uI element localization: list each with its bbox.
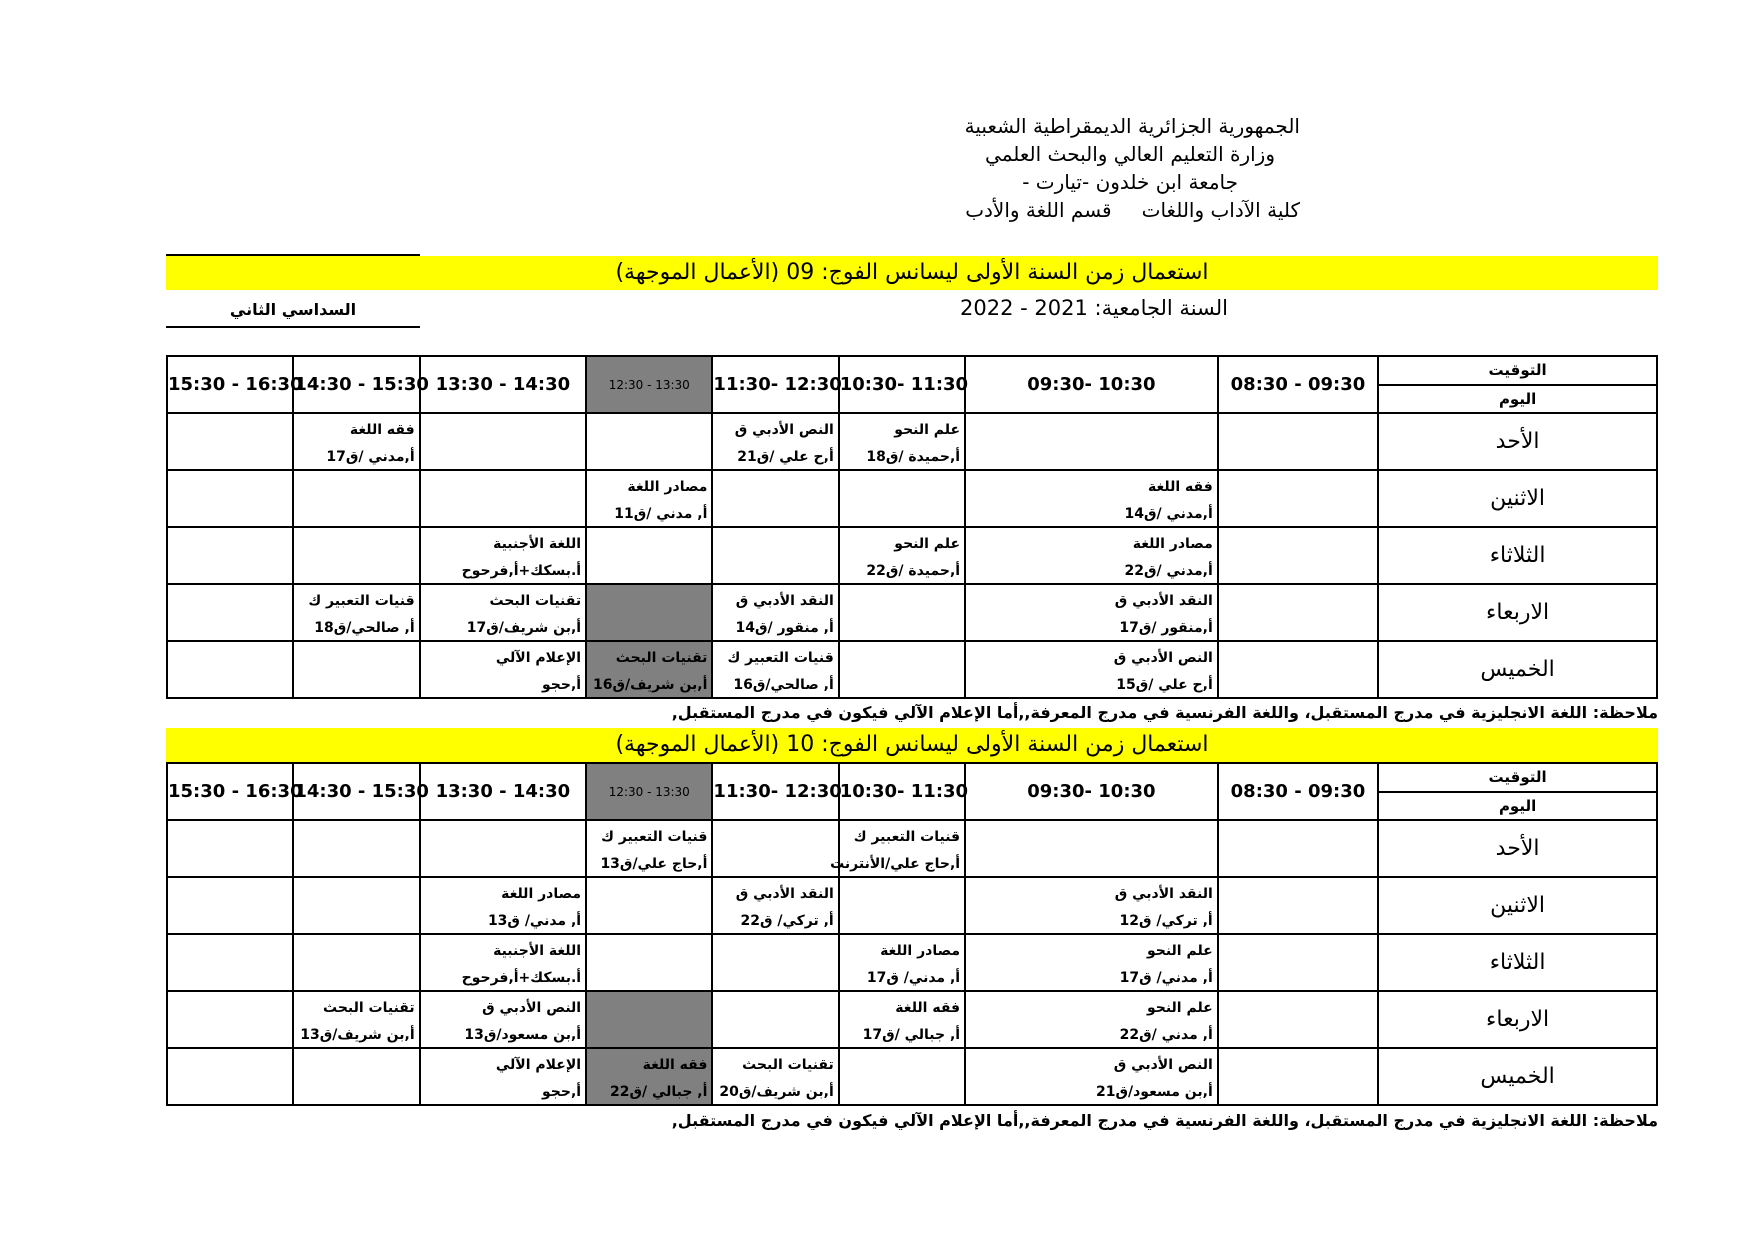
header-row xyxy=(167,356,1657,413)
schedule-cell xyxy=(420,877,586,934)
table-row xyxy=(167,527,1657,584)
official-header xyxy=(860,112,1300,224)
session-subject: علم النحو xyxy=(894,422,961,438)
session-teacher-room: أ,ح علي /ق21 xyxy=(737,449,834,465)
schedule-cell xyxy=(420,934,586,991)
schedule-cell xyxy=(965,1048,1218,1105)
session-entry xyxy=(740,417,960,471)
semester-label: السداسي الثاني xyxy=(229,300,357,319)
schedule-cell xyxy=(965,820,1218,877)
session-teacher-room: أ,مدني /ق17 xyxy=(326,449,415,465)
schedule-cell xyxy=(420,527,586,584)
schedule-cell xyxy=(293,820,419,877)
session-teacher-room: أ, تركي/ ق22 xyxy=(740,913,834,929)
time-label: التوقيت xyxy=(1379,357,1656,386)
session-teacher-room: أ,حاج علي/الأنترنت xyxy=(830,856,961,872)
schedule-note: ملاحظة: اللغة الانجليزية في مدرج المستقبل، واللغة الفرنسية في مدرج المعرفة,,أما الإعلام الآلي فيكون في مدرج المستقبل, xyxy=(671,703,1658,722)
session-entry xyxy=(740,995,960,1049)
schedule-cell xyxy=(167,934,293,991)
time-slot-header: 09:30- 10:30 xyxy=(965,356,1218,413)
time-slot-header: 15:30 - 16:30 xyxy=(167,356,293,413)
schedule-cell xyxy=(712,641,838,698)
time-slot-header: 14:30 - 15:30 xyxy=(293,763,419,820)
session-subject: قنيات التعبير ك xyxy=(308,593,415,609)
day-name: الأحد xyxy=(1378,413,1657,470)
time-slot-header: 10:30- 11:30 xyxy=(839,356,965,413)
session-entry xyxy=(993,1052,1213,1106)
session-teacher-room: أ,حميدة /ق22 xyxy=(866,563,961,579)
session-entry xyxy=(614,645,834,699)
schedule-cell xyxy=(167,877,293,934)
session-subject: علم النحو xyxy=(1146,1000,1213,1016)
table-row xyxy=(167,584,1657,641)
day-name: الاربعاء xyxy=(1378,584,1657,641)
session-subject: الإعلام الآلي xyxy=(495,1057,582,1073)
session-teacher-room: أ, مدني /ق11 xyxy=(614,506,708,522)
time-slot-header: 15:30 - 16:30 xyxy=(167,763,293,820)
time-day-corner xyxy=(1378,763,1657,820)
session-subject: مصادر اللغة xyxy=(1132,536,1213,552)
day-label: اليوم xyxy=(1498,390,1537,408)
session-entry xyxy=(993,531,1213,585)
session-subject: الإعلام الآلي xyxy=(495,650,582,666)
schedule-cell xyxy=(1218,584,1378,641)
session-teacher-room: أ,بن مسعود/ق21 xyxy=(1096,1084,1213,1100)
schedule-cell xyxy=(839,527,965,584)
session-entry xyxy=(614,881,834,935)
day-name: الاربعاء xyxy=(1378,991,1657,1048)
session-subject: النقد الأدبي ق xyxy=(735,593,834,609)
session-subject: قنيات التعبير ك xyxy=(601,829,708,845)
session-entry xyxy=(740,531,960,585)
day-name: الاثنين xyxy=(1378,470,1657,527)
session-entry xyxy=(361,881,581,935)
schedule-cell xyxy=(167,527,293,584)
table-row xyxy=(167,641,1657,698)
session-subject: قنيات التعبير ك xyxy=(853,829,961,845)
session-teacher-room: أ, تركي/ ق12 xyxy=(1119,913,1213,929)
session-subject: قنيات التعبير ك xyxy=(727,650,834,666)
table-row xyxy=(167,991,1657,1048)
session-subject: اللغة الأجنبية xyxy=(493,943,582,959)
time-slot-header: 11:30- 12:30 xyxy=(712,763,838,820)
schedule-cell xyxy=(712,877,838,934)
schedule-cell xyxy=(965,877,1218,934)
session-teacher-room: أ,حميدة /ق18 xyxy=(866,449,961,465)
header-row xyxy=(167,763,1657,820)
header-republic: الجمهورية الجزائرية الديمقراطية الشعبية xyxy=(964,114,1300,138)
session-subject: النقد الأدبي ق xyxy=(1114,593,1213,609)
schedule-cell xyxy=(1218,934,1378,991)
session-subject: تقنيات البحث xyxy=(615,650,708,666)
session-teacher-room: أ,بن شريف/ق20 xyxy=(719,1084,834,1100)
time-slot-header: 08:30 - 09:30 xyxy=(1218,763,1378,820)
day-name: الثلاثاء xyxy=(1378,527,1657,584)
time-slot-header: 09:30- 10:30 xyxy=(965,763,1218,820)
session-entry xyxy=(361,938,581,992)
session-subject: تقنيات البحث xyxy=(323,1000,415,1016)
session-subject: مصادر اللغة xyxy=(880,943,961,959)
schedule-cell xyxy=(167,820,293,877)
schedule-cell xyxy=(1218,1048,1378,1105)
session-subject: النص الأدبي ق xyxy=(1113,650,1213,666)
session-teacher-room: أ,منقور /ق17 xyxy=(1119,620,1213,636)
session-subject: مصادر اللغة xyxy=(627,479,708,495)
session-teacher-room: أ,مدني /ق22 xyxy=(1124,563,1213,579)
session-entry xyxy=(993,645,1213,699)
schedule-cell xyxy=(839,1048,965,1105)
session-teacher-room: أ,حجو xyxy=(542,1084,582,1100)
table-row xyxy=(167,470,1657,527)
session-entry xyxy=(195,417,415,471)
schedule-cell xyxy=(586,991,712,1048)
schedule-cell xyxy=(712,470,838,527)
table-row xyxy=(167,820,1657,877)
table-row xyxy=(167,1048,1657,1105)
session-entry xyxy=(993,588,1213,642)
session-teacher-room: أ.بسكك+أ,فرحوح xyxy=(461,563,582,579)
session-teacher-room: أ, جبالي /ق22 xyxy=(609,1084,708,1100)
schedule-cell xyxy=(420,584,586,641)
session-subject: النص الأدبي ق xyxy=(1113,1057,1213,1073)
time-day-corner xyxy=(1378,356,1657,413)
schedule-cell xyxy=(293,413,419,470)
session-teacher-room: أ, منقور /ق14 xyxy=(735,620,834,636)
session-entry xyxy=(993,474,1213,528)
schedule-cell xyxy=(839,584,965,641)
semester-underline xyxy=(166,326,420,328)
header-ministry: وزارة التعليم العالي والبحث العلمي xyxy=(985,142,1275,166)
session-subject: تقنيات البحث xyxy=(489,593,582,609)
session-subject: النص الأدبي ق xyxy=(482,1000,582,1016)
session-entry xyxy=(993,938,1213,992)
session-teacher-room: أ,بن مسعود/ق13 xyxy=(464,1027,582,1043)
schedule-cell xyxy=(712,584,838,641)
time-slot-header: 12:30 - 13:30 xyxy=(586,763,712,820)
table-row xyxy=(167,934,1657,991)
schedule-cell xyxy=(965,470,1218,527)
day-name: الاثنين xyxy=(1378,877,1657,934)
schedule-cell xyxy=(965,641,1218,698)
schedule-cell xyxy=(167,470,293,527)
schedule-cell xyxy=(965,527,1218,584)
session-entry xyxy=(993,881,1213,935)
table-row xyxy=(167,877,1657,934)
schedule-cell xyxy=(965,584,1218,641)
schedule-cell xyxy=(1218,991,1378,1048)
session-entry xyxy=(361,588,581,642)
schedule-cell xyxy=(420,991,586,1048)
session-teacher-room: أ, جبالي /ق17 xyxy=(862,1027,961,1043)
session-entry xyxy=(487,824,707,878)
schedule-table xyxy=(166,762,1658,1106)
session-subject: علم النحو xyxy=(1146,943,1213,959)
schedule-cell xyxy=(1218,641,1378,698)
schedule-cell xyxy=(1218,877,1378,934)
time-slot-header: 11:30- 12:30 xyxy=(712,356,838,413)
session-subject: فقه اللغة xyxy=(349,422,415,438)
schedule-cell xyxy=(965,413,1218,470)
session-teacher-room: أ, مدني/ ق13 xyxy=(487,913,582,929)
session-subject: فقه اللغة xyxy=(895,1000,961,1016)
session-teacher-room: أ,ح علي /ق15 xyxy=(1116,677,1213,693)
schedule-cell xyxy=(830,820,965,877)
session-subject: فقه اللغة xyxy=(642,1057,708,1073)
schedule-cell xyxy=(1218,527,1378,584)
schedule-cell xyxy=(839,877,965,934)
day-name: الثلاثاء xyxy=(1378,934,1657,991)
schedule-cell xyxy=(420,413,586,470)
academic-year: السنة الجامعية: 2021 - 2022 xyxy=(960,296,1228,320)
session-teacher-room: أ,بن شريف/ق13 xyxy=(300,1027,415,1043)
session-subject: تقنيات البحث xyxy=(742,1057,834,1073)
schedule-cell xyxy=(293,470,419,527)
schedule-title-banner: استعمال زمن السنة الأولى ليسانس الفوج: 10 (الأعمال الموجهة) xyxy=(166,728,1658,762)
schedule-cell xyxy=(167,1048,293,1105)
session-teacher-room: أ.بسكك+أ,فرحوح xyxy=(461,970,582,986)
session-teacher-room: أ, مدني/ ق17 xyxy=(1119,970,1213,986)
schedule-cell xyxy=(839,470,965,527)
schedule-cell xyxy=(1218,470,1378,527)
schedule-cell xyxy=(839,641,965,698)
session-teacher-room: أ,مدني /ق14 xyxy=(1124,506,1213,522)
schedule-cell xyxy=(586,470,712,527)
session-entry xyxy=(361,995,581,1049)
schedule-note: ملاحظة: اللغة الانجليزية في مدرج المستقبل، واللغة الفرنسية في مدرج المعرفة,,أما الإعلام الآلي فيكون في مدرج المستقبل, xyxy=(671,1111,1658,1130)
session-subject: فقه اللغة xyxy=(1147,479,1213,495)
session-entry xyxy=(487,474,707,528)
session-teacher-room: أ, صالحي/ق16 xyxy=(733,677,834,693)
schedule-title-banner: استعمال زمن السنة الأولى ليسانس الفوج: 09 (الأعمال الموجهة) xyxy=(166,256,1658,290)
session-teacher-room: أ, مدني/ ق17 xyxy=(866,970,961,986)
schedule-cell xyxy=(712,1048,838,1105)
schedule-cell xyxy=(586,527,712,584)
session-teacher-room: أ,بن شريف/ق17 xyxy=(466,620,582,636)
table-row xyxy=(167,413,1657,470)
schedule-cell xyxy=(839,934,965,991)
header-faculty: كلية الآداب واللغات xyxy=(1141,198,1300,222)
schedule-cell xyxy=(586,820,712,877)
session-subject: النقد الأدبي ق xyxy=(1114,886,1213,902)
day-name: الخميس xyxy=(1378,1048,1657,1105)
schedule-cell xyxy=(1218,820,1378,877)
header-faculty-row xyxy=(860,196,1300,224)
session-entry xyxy=(740,938,960,992)
schedule-cell xyxy=(965,934,1218,991)
session-subject: اللغة الأجنبية xyxy=(493,536,582,552)
session-teacher-room: أ, مدني /ق22 xyxy=(1119,1027,1213,1043)
session-subject: النص الأدبي ق xyxy=(734,422,834,438)
session-entry xyxy=(361,531,581,585)
header-university: جامعة ابن خلدون -تيارت - xyxy=(1022,170,1238,194)
time-slot-header: 12:30 - 13:30 xyxy=(586,356,712,413)
session-entry xyxy=(614,588,834,642)
session-teacher-room: أ, صالحي/ق18 xyxy=(314,620,415,636)
schedule-cell xyxy=(839,413,965,470)
session-subject: علم النحو xyxy=(894,536,961,552)
day-name: الخميس xyxy=(1378,641,1657,698)
schedule-cell xyxy=(167,641,293,698)
session-entry xyxy=(614,1052,834,1106)
header-department: قسم اللغة والأدب xyxy=(965,198,1112,222)
session-subject: النقد الأدبي ق xyxy=(735,886,834,902)
schedule-table xyxy=(166,355,1658,699)
session-teacher-room: أ,حجو xyxy=(542,677,582,693)
time-slot-header: 13:30 - 14:30 xyxy=(420,356,586,413)
schedule-cell xyxy=(839,991,965,1048)
day-name: الأحد xyxy=(1378,820,1657,877)
time-slot-header: 10:30- 11:30 xyxy=(839,763,965,820)
session-teacher-room: أ,بن شريف/ق16 xyxy=(593,677,708,693)
day-label: اليوم xyxy=(1498,797,1537,815)
schedule-cell xyxy=(586,934,712,991)
schedule-cell xyxy=(965,991,1218,1048)
session-entry xyxy=(993,995,1213,1049)
time-slot-header: 13:30 - 14:30 xyxy=(420,763,586,820)
time-label: التوقيت xyxy=(1379,764,1656,793)
session-teacher-room: أ,حاج علي/ق13 xyxy=(600,856,708,872)
time-slot-header: 08:30 - 09:30 xyxy=(1218,356,1378,413)
session-entry xyxy=(740,824,960,878)
schedule-cell xyxy=(1218,413,1378,470)
time-slot-header: 14:30 - 15:30 xyxy=(293,356,419,413)
session-subject: مصادر اللغة xyxy=(501,886,582,902)
